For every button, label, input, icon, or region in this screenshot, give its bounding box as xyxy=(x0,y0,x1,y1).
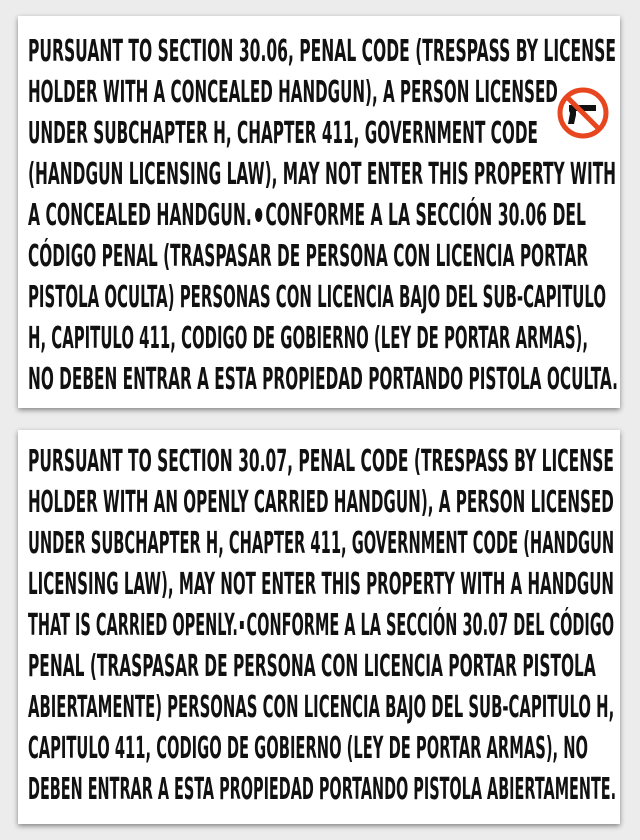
sign-30-06-line-5-spanish: CONFORME A LA SECCIÓN 30.06 DEL xyxy=(265,198,586,233)
sign-30-06-line-6: CÓDIGO PENAL (TRASPASAR DE PERSONA CON LICENCIA PORTAR xyxy=(28,239,589,274)
bullet-dot-icon xyxy=(255,208,262,222)
no-handgun-icon xyxy=(556,86,610,140)
sign-30-07-line-5-spanish: CONFORME A LA SECCIÓN 30.07 DEL CÓDIGO xyxy=(246,608,615,643)
sign-30-07-line-5-english: THAT IS CARRIED OPENLY. xyxy=(28,608,238,643)
sign-30-06-line-2: HOLDER WITH A CONCEALED HANDGUN), A PERSON LICENSED xyxy=(28,75,558,110)
sign-30-07 xyxy=(18,430,620,824)
sign-30-07-line-6: PENAL (TRASPASAR DE PERSONA CON LICENCIA PORTAR PISTOLA xyxy=(28,649,596,684)
sign-30-07-line-7: ABIERTAMENTE) PERSONAS CON LICENCIA BAJO DEL SUB-CAPITULO H, xyxy=(28,690,615,725)
sign-30-06-line-8: H, CAPITULO 411, CODIGO DE GOBIERNO (LEY DE PORTAR ARMAS), xyxy=(28,321,588,356)
sign-30-07-line-1: PURSUANT TO SECTION 30.07, PENAL CODE (TRESPASS BY LICENSE xyxy=(28,444,614,479)
sign-30-07-line-5 xyxy=(28,608,614,644)
sign-30-07-line-4: LICENSING LAW), MAY NOT ENTER THIS PROPERTY WITH A HANDGUN xyxy=(28,567,615,602)
sign-30-06-line-7: PISTOLA OCULTA) PERSONAS CON LICENCIA BAJO DEL SUB-CAPITULO xyxy=(28,280,607,315)
sign-30-07-line-8: CAPITULO 411, CODIGO DE GOBIERNO (LEY DE PORTAR ARMAS), NO xyxy=(28,731,589,766)
sign-30-06-line-9: NO DEBEN ENTRAR A ESTA PROPIEDAD PORTANDO PISTOLA OCULTA. xyxy=(28,362,618,397)
sign-30-06-line-1: PURSUANT TO SECTION 30.06, PENAL CODE (TRESPASS BY LICENSE xyxy=(28,34,616,69)
sign-30-06-line-3: UNDER SUBCHAPTER H, CHAPTER 411, GOVERNMENT CODE xyxy=(28,116,538,151)
bullet-square-icon xyxy=(240,621,244,629)
sign-30-06 xyxy=(18,16,620,408)
sign-30-06-line-4: (HANDGUN LICENSING LAW), MAY NOT ENTER THIS PROPERTY WITH xyxy=(28,157,617,192)
sign-30-07-line-3: UNDER SUBCHAPTER H, CHAPTER 411, GOVERNMENT CODE (HANDGUN xyxy=(28,526,615,561)
sign-30-07-line-2: HOLDER WITH AN OPENLY CARRIED HANDGUN), A PERSON LICENSED xyxy=(28,485,614,520)
sign-30-06-line-5-english: A CONCEALED HANDGUN. xyxy=(28,198,252,233)
sign-30-07-line-9: DEBEN ENTRAR A ESTA PROPIEDAD PORTANDO PISTOLA ABIERTAMENTE. xyxy=(28,772,617,807)
sign-30-06-line-5 xyxy=(28,198,586,234)
